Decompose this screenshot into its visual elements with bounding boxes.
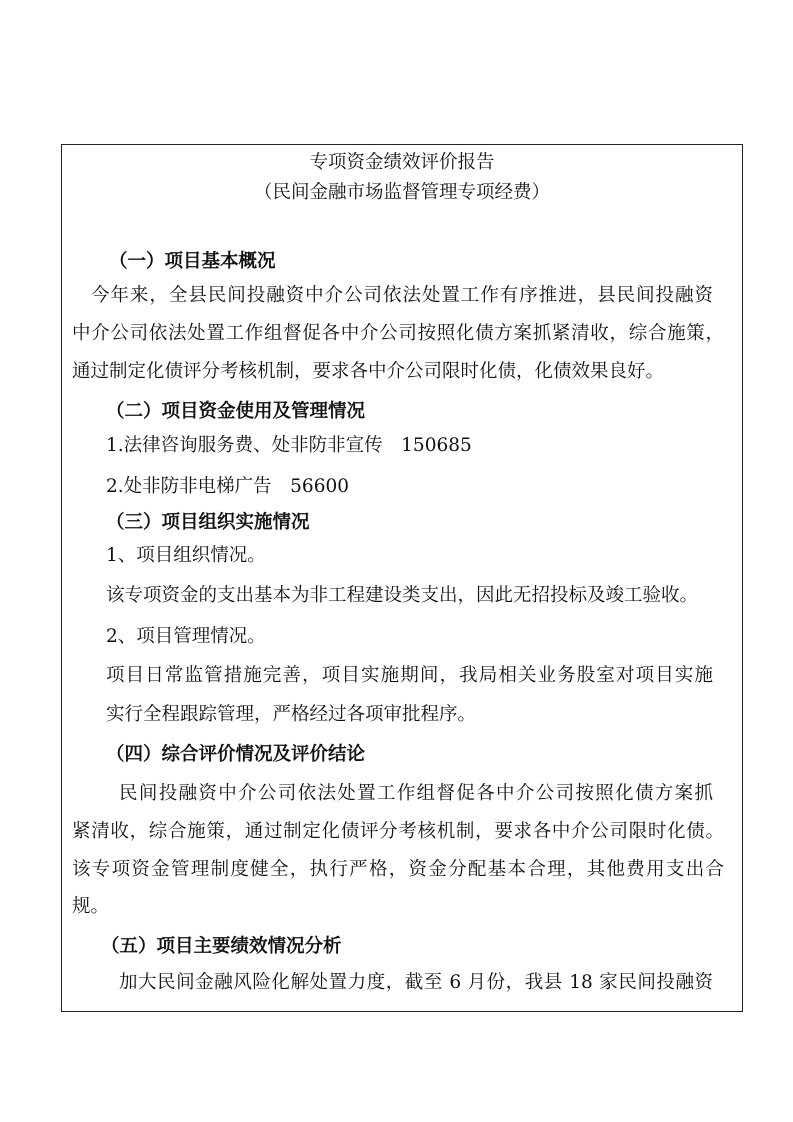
section-4-line-1: 民间投融资中介公司依法处置工作组督促各中介公司按照化债方案抓 <box>119 783 713 804</box>
report-subtitle: （民间金融市场监督管理专项经费） <box>253 182 550 203</box>
section-3-sub-2-line-2: 实行全程跟踪管理，严格经过各项审批程序。 <box>106 704 477 725</box>
section-4-heading: （四）综合评价情况及评价结论 <box>106 744 366 765</box>
section-1-line-3: 通过制定化债评分考核机制，要求各中介公司限时化债，化债效果良好。 <box>72 361 665 382</box>
section-3-sub-2-title: 2、项目管理情况。 <box>106 626 266 647</box>
section-4-line-2: 紧清收，综合施策，通过制定化债评分考核机制，要求各中介公司限时化债。 <box>72 821 724 842</box>
fund-item-2: 2.处非防非电梯广告 56600 <box>106 476 350 497</box>
section-3-sub-2-line-1: 项目日常监管措施完善，项目实施期间，我局相关业务股室对项目实施 <box>106 665 713 686</box>
report-title: 专项资金绩效评价报告 <box>309 152 495 173</box>
section-1-line-2: 中介公司依法处置工作组督促各中介公司按照化债方案抓紧清收，综合施策， <box>72 323 724 344</box>
section-3-sub-1-title: 1、项目组织情况。 <box>106 545 266 566</box>
report-frame <box>61 144 743 1012</box>
section-4-line-3: 该专项资金管理制度健全，执行严格，资金分配基本合理，其他费用支出合 <box>72 859 724 880</box>
section-1-heading: （一）项目基本概况 <box>109 251 276 272</box>
section-4-line-4: 规。 <box>72 896 110 917</box>
fund-item-1: 1.法律咨询服务费、处非防非宣传 150685 <box>106 435 472 456</box>
section-5-heading: （五）项目主要绩效情况分析 <box>101 936 342 957</box>
section-3-heading: （三）项目组织实施情况 <box>106 512 310 533</box>
section-3-sub-1-text: 该专项资金的支出基本为非工程建设类支出，因此无招投标及竣工验收。 <box>106 585 699 606</box>
section-2-heading: （二）项目资金使用及管理情况 <box>106 401 366 422</box>
section-5-line-1: 加大民间金融风险化解处置力度，截至 6 月份，我县 18 家民间投融资 <box>119 972 713 993</box>
section-1-line-1: 今年来，全县民间投融资中介公司依法处置工作有序推进，县民间投融资 <box>91 285 713 306</box>
